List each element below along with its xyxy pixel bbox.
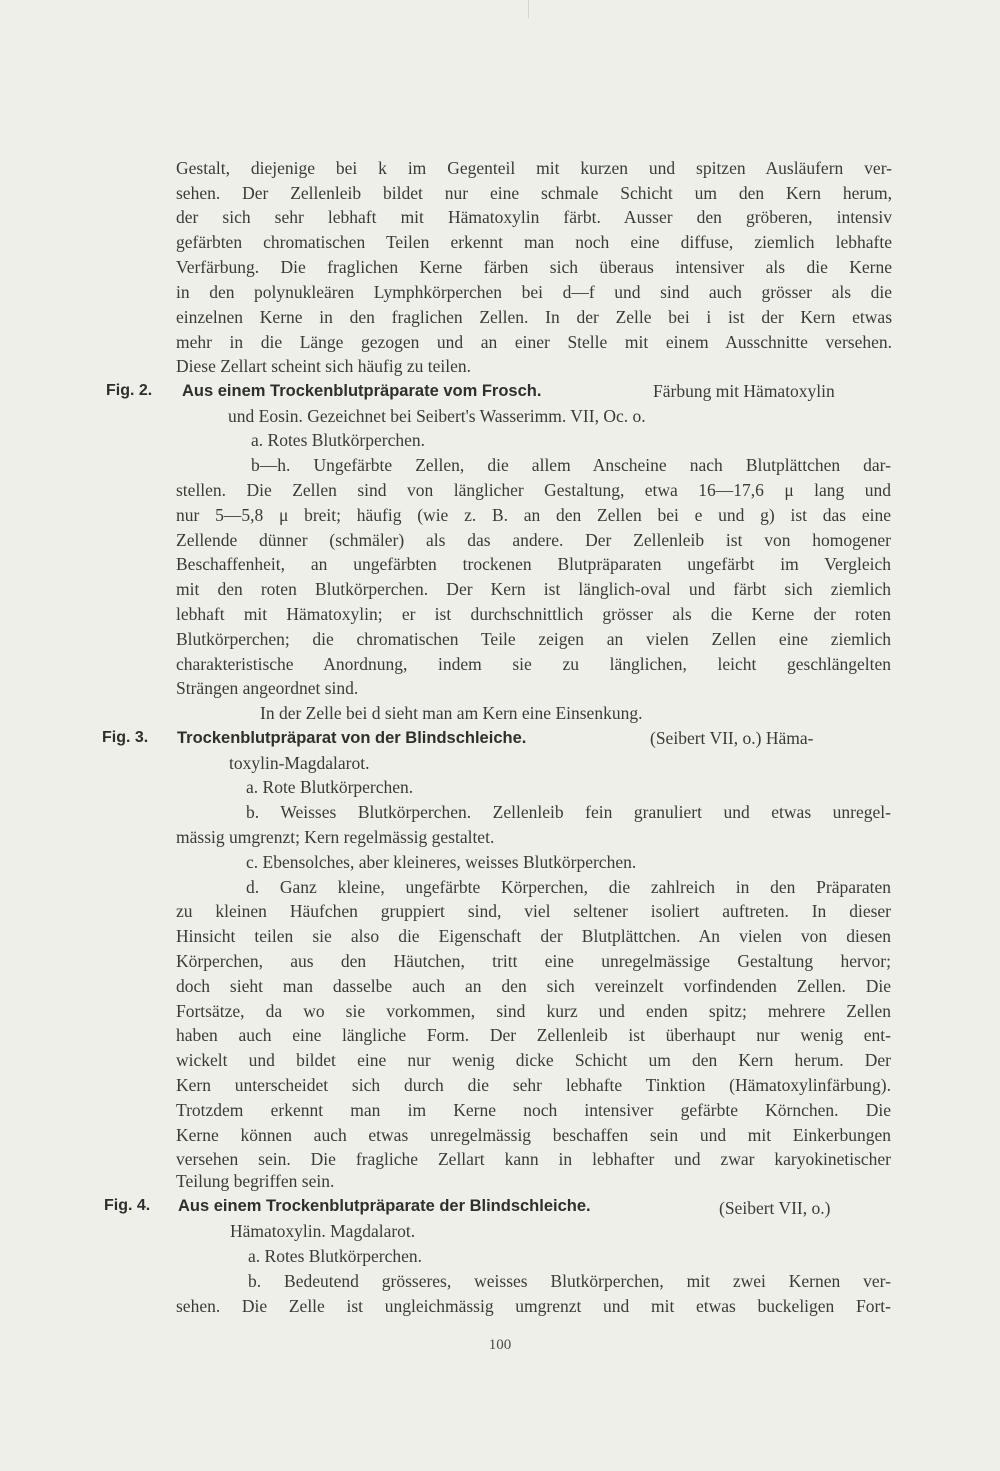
text-line: b—h. Ungefärbte Zellen, die allem Anscheine nach Blutplättchen dar-	[251, 455, 891, 475]
text-line: (Seibert VII, o.)	[719, 1198, 831, 1218]
text-line: nur 5—5,8 μ breit; häufig (wie z. B. an den Zellen bei e und g) ist das eine	[176, 505, 891, 525]
text-line: wickelt und bildet eine nur wenig dicke Schicht um den Kern herum. Der	[176, 1050, 891, 1070]
text-line: b. Bedeutend grösseres, weisses Blutkörperchen, mit zwei Kernen ver-	[248, 1271, 891, 1291]
text-line: a. Rotes Blutkörperchen.	[251, 430, 425, 450]
figure-label: Fig. 4.	[104, 1197, 151, 1214]
text-line: haben auch eine längliche Form. Der Zellenleib ist überhaupt nur wenig ent-	[176, 1025, 891, 1045]
text-line: Hämatoxylin. Magdalarot.	[230, 1221, 416, 1241]
text-line: mässig umgrenzt; Kern regelmässig gestaltet.	[176, 827, 495, 847]
text-line: a. Rote Blutkörperchen.	[246, 777, 414, 797]
page-number: 100	[488, 1337, 512, 1353]
text-line: und Eosin. Gezeichnet bei Seibert's Wasserimm. VII, Oc. o.	[228, 406, 646, 426]
figure-heading: Trockenblutpräparat von der Blindschleiche.	[177, 729, 527, 747]
text-line: Strängen angeordnet sind.	[176, 678, 359, 698]
text-line: (Seibert VII, o.) Häma-	[650, 728, 814, 748]
text-line: In der Zelle bei d sieht man am Kern eine Einsenkung.	[260, 703, 643, 723]
text-line: b. Weisses Blutkörperchen. Zellenleib fein granuliert und etwas unregel-	[246, 802, 891, 822]
text-line: mit den roten Blutkörperchen. Der Kern ist länglich-oval und färbt sich ziemlich	[176, 579, 891, 599]
text-line: in den polynukleären Lymphkörperchen bei d—f und sind auch grösser als die	[176, 282, 892, 302]
text-line: Trotzdem erkennt man im Kerne noch intensiver gefärbte Körnchen. Die	[176, 1100, 891, 1120]
text-line: der sich sehr lebhaft mit Hämatoxylin färbt. Ausser den gröberen, intensiv	[176, 207, 892, 227]
text-line: a. Rotes Blutkörperchen.	[248, 1246, 422, 1266]
figure-heading: Aus einem Trockenblutpräparate vom Frosch.	[182, 382, 542, 400]
text-line: gefärbten chromatischen Teilen erkennt man noch eine diffuse, ziemlich lebhafte	[176, 232, 892, 252]
figure-label: Fig. 2.	[106, 382, 153, 399]
text-line: Blutkörperchen; die chromatischen Teile zeigen an vielen Zellen eine ziemlich	[176, 629, 891, 649]
text-line: einzelnen Kerne in den fraglichen Zellen. In der Zelle bei i ist der Kern etwas	[176, 307, 892, 327]
text-line: Körperchen, aus den Häutchen, tritt eine unregelmässige Gestaltung hervor;	[176, 951, 891, 971]
text-line: d. Ganz kleine, ungefärbte Körperchen, die zahlreich in den Präparaten	[246, 877, 891, 897]
text-line: Hinsicht teilen sie also die Eigenschaft der Blutplättchen. An vielen von diesen	[176, 926, 891, 946]
text-line: Diese Zellart scheint sich häufig zu teilen.	[176, 356, 471, 376]
text-line: doch sieht man dasselbe auch an den sich vereinzelt vorfindenden Zellen. Die	[176, 976, 891, 996]
text-line: Beschaffenheit, an ungefärbten trockenen Blutpräparaten ungefärbt im Vergleich	[176, 554, 891, 574]
figure-label: Fig. 3.	[102, 729, 149, 746]
text-line: Kern unterscheidet sich durch die sehr lebhafte Tinktion (Hämatoxylinfärbung).	[176, 1075, 891, 1095]
text-line: Gestalt, diejenige bei k im Gegenteil mit kurzen und spitzen Ausläufern ver-	[176, 158, 892, 178]
text-line: mehr in die Länge gezogen und an einer Stelle mit einem Ausschnitte versehen.	[176, 332, 892, 352]
text-line: stellen. Die Zellen sind von länglicher Gestaltung, etwa 16—17,6 μ lang und	[176, 480, 891, 500]
text-line: Verfärbung. Die fraglichen Kerne färben sich überaus intensiver als die Kerne	[176, 257, 892, 277]
text-line: sehen. Die Zelle ist ungleichmässig umgrenzt und mit etwas buckeligen Fort-	[176, 1296, 891, 1316]
text-line: c. Ebensolches, aber kleineres, weisses Blutkörperchen.	[246, 852, 637, 872]
text-line: toxylin-Magdalarot.	[229, 753, 370, 773]
text-line: lebhaft mit Hämatoxylin; er ist durchschnittlich grösser als die Kerne der roten	[176, 604, 891, 624]
text-line: Fortsätze, da wo sie vorkommen, sind kurz und enden spitz; mehrere Zellen	[176, 1001, 891, 1021]
text-line: Teilung begriffen sein.	[176, 1171, 335, 1191]
text-line: zu kleinen Häufchen gruppiert sind, viel seltener isoliert auftreten. In dieser	[176, 901, 891, 921]
text-line: Zellende dünner (schmäler) als das andere. Der Zellenleib ist von homogener	[176, 530, 891, 550]
text-line: charakteristische Anordnung, indem sie zu länglichen, leicht geschlängelten	[176, 654, 891, 674]
text-line: Kerne können auch etwas unregelmässig beschaffen sein und mit Einkerbungen	[176, 1125, 891, 1145]
figure-heading: Aus einem Trockenblutpräparate der Blindschleiche.	[178, 1197, 591, 1215]
text-line: versehen sein. Die fragliche Zellart kann in lebhafter und zwar karyokinetischer	[176, 1149, 891, 1169]
text-line: Färbung mit Hämatoxylin	[653, 381, 835, 401]
text-line: sehen. Der Zellenleib bildet nur eine schmale Schicht um den Kern herum,	[176, 183, 892, 203]
margin-mark	[528, 0, 529, 18]
